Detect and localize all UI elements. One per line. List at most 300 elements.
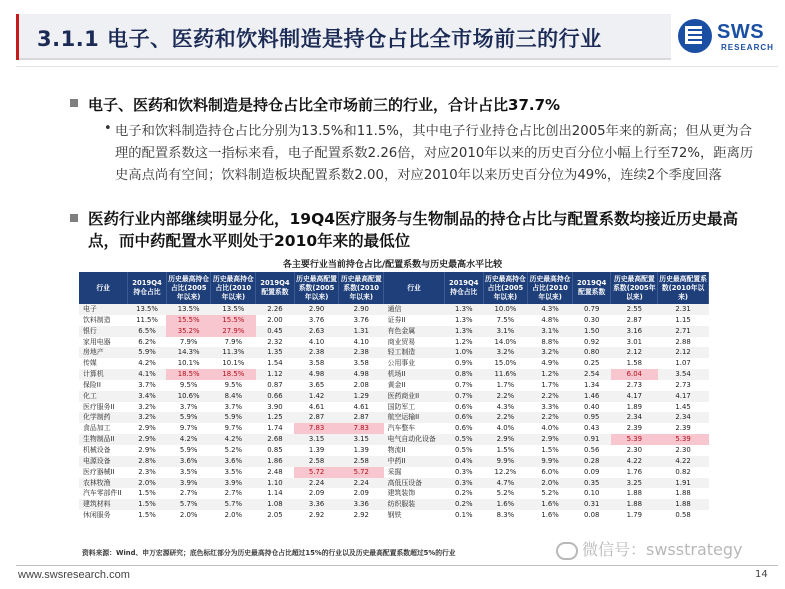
value-cell: 4.22: [611, 456, 658, 467]
industry-name-cell: 建筑材料: [79, 499, 128, 510]
table-header-cell: 历史最高配置系数(2010年以来): [658, 272, 709, 304]
value-cell: 35.2%: [166, 326, 211, 337]
table-header-cell: 历史最高持仓占比(2005年以来): [166, 272, 211, 304]
value-cell: 9.7%: [179, 424, 198, 433]
value-cell: 5.2%: [224, 445, 243, 454]
value-cell: 4.10: [353, 337, 369, 346]
value-cell: 1.86: [256, 456, 295, 467]
value-cell: 4.98: [339, 369, 384, 380]
table-row: [79, 326, 709, 337]
value-cell: 0.31: [572, 499, 611, 510]
industry-name-cell: 国防军工: [387, 402, 416, 411]
table-row: [79, 488, 709, 499]
value-cell: 5.7%: [166, 499, 211, 510]
value-cell: 3.5%: [179, 467, 198, 476]
industry-name-cell: 计算机: [79, 369, 128, 380]
value-cell: 5.9%: [166, 412, 211, 423]
value-cell: 9.5%: [179, 380, 198, 389]
value-cell: 3.9%: [211, 478, 256, 489]
value-cell: 1.88: [626, 489, 642, 498]
industry-name-cell: 保险II: [83, 380, 101, 389]
value-cell: 1.45: [675, 402, 691, 411]
value-cell: 0.91: [572, 434, 611, 445]
value-cell: 3.36: [294, 499, 339, 510]
value-cell: 9.7%: [224, 424, 243, 433]
value-cell: 2.24: [339, 478, 384, 489]
industry-name-cell: 饮料制造: [83, 315, 111, 324]
value-cell: 1.6%: [483, 499, 528, 510]
value-cell: 7.5%: [496, 315, 515, 324]
table-row: [79, 456, 709, 467]
value-cell: 2.71: [658, 326, 709, 337]
bullet-square-icon: [70, 214, 78, 222]
table-row: [79, 510, 709, 521]
value-cell: 2.12: [611, 347, 658, 358]
table-row: [79, 434, 709, 445]
value-cell: 3.6%: [166, 456, 211, 467]
value-cell: 3.90: [267, 402, 283, 411]
value-cell: 4.0%: [541, 424, 559, 433]
value-cell: 3.7%: [224, 402, 243, 411]
value-cell: 2.90: [339, 304, 384, 315]
value-cell: 2.30: [626, 445, 642, 454]
industry-name-cell: 采掘: [387, 467, 402, 476]
value-cell: 0.08: [584, 511, 600, 520]
bullet-heading-2: 医药行业内部继续明显分化，19Q4医疗服务与生物制品的持仓占比与配置系数均接近历史最高点，而中药配置水平则处于2010年来的最低位: [88, 210, 739, 250]
value-cell: 2.73: [675, 380, 691, 389]
value-cell: 4.17: [658, 391, 709, 402]
value-cell: 2.24: [294, 478, 339, 489]
value-cell: 0.6%: [455, 424, 473, 433]
value-cell: 1.88: [658, 499, 709, 510]
value-cell: 18.5%: [211, 369, 256, 380]
value-cell: 2.39: [626, 424, 642, 433]
value-cell: 1.54: [267, 359, 283, 368]
value-cell: 5.7%: [211, 499, 256, 510]
table-row: [79, 358, 709, 369]
value-cell: 3.2%: [483, 347, 528, 358]
value-cell: 2.0%: [224, 511, 243, 520]
sws-logo: [677, 18, 777, 58]
bullet-square-icon: [70, 99, 78, 107]
value-cell: 1.89: [626, 402, 642, 411]
value-cell: 2.87: [339, 412, 384, 423]
value-cell: 2.63: [294, 326, 339, 337]
industry-name-cell: 钢铁: [387, 511, 402, 520]
industry-name-cell: 汽车零部件II: [83, 489, 122, 498]
value-cell: 2.38: [339, 347, 384, 358]
value-cell: 2.0%: [128, 478, 167, 489]
value-cell: 0.43: [584, 424, 600, 433]
value-cell: 2.73: [626, 380, 642, 389]
table-row: [79, 445, 709, 456]
value-cell: 5.72: [294, 467, 339, 478]
value-cell: 3.16: [611, 326, 658, 337]
table-row: [79, 402, 709, 413]
value-cell: 9.5%: [224, 380, 243, 389]
value-cell: 0.5%: [455, 445, 473, 454]
value-cell: 2.38: [294, 347, 339, 358]
table-row: [79, 369, 709, 380]
value-cell: 3.15: [339, 434, 384, 445]
value-cell: 1.7%: [496, 380, 515, 389]
value-cell: 2.05: [267, 511, 283, 520]
value-cell: 2.9%: [128, 434, 167, 445]
value-cell: 6.04: [611, 369, 658, 380]
value-cell: 2.0%: [179, 511, 198, 520]
value-cell: 3.01: [626, 337, 642, 346]
value-cell: 8.8%: [541, 337, 559, 346]
industry-name-cell: 通信: [384, 304, 445, 315]
value-cell: 1.29: [339, 391, 384, 402]
value-cell: 0.28: [572, 456, 611, 467]
industry-name-cell: 公用事业: [387, 359, 416, 368]
value-cell: 8.3%: [496, 511, 515, 520]
value-cell: 1.12: [256, 369, 295, 380]
table-header-cell: 2019Q4配置系数: [572, 272, 611, 304]
value-cell: 2.0%: [528, 478, 573, 489]
value-cell: 0.87: [267, 380, 283, 389]
value-cell: 2.58: [294, 456, 339, 467]
value-cell: 1.34: [584, 380, 600, 389]
value-cell: 0.95: [572, 412, 611, 423]
value-cell: 5.9%: [128, 347, 167, 358]
value-cell: 3.9%: [166, 478, 211, 489]
value-cell: 3.1%: [483, 326, 528, 337]
value-cell: 1.58: [626, 359, 642, 368]
value-cell: 0.66: [256, 391, 295, 402]
value-cell: 3.7%: [179, 402, 198, 411]
value-cell: 2.9%: [483, 434, 528, 445]
value-cell: 2.55: [611, 304, 658, 315]
industry-name-cell: 机械设备: [83, 445, 111, 454]
table-row: [79, 423, 709, 434]
value-cell: 1.39: [308, 445, 325, 454]
industry-name-cell: 生物制品II: [79, 434, 128, 445]
table-row: [79, 347, 709, 358]
value-cell: 6.5%: [128, 326, 167, 337]
value-cell: 4.9%: [541, 359, 559, 368]
value-cell: 2.7%: [179, 489, 198, 498]
value-cell: 2.68: [256, 434, 295, 445]
value-cell: 7.83: [339, 423, 384, 434]
table-header-row: [79, 272, 709, 304]
industry-name-cell: 电气自动化设备: [384, 434, 445, 445]
table-header-cell: 行业: [384, 272, 445, 304]
value-cell: 0.35: [572, 478, 611, 489]
title-bar: [16, 14, 671, 60]
value-cell: 1.2%: [455, 337, 473, 346]
value-cell: 2.58: [339, 456, 384, 467]
value-cell: 2.7%: [224, 489, 243, 498]
value-cell: 0.7%: [444, 391, 483, 402]
value-cell: 0.6%: [455, 402, 473, 411]
industry-name-cell: 黄金II: [387, 380, 406, 389]
value-cell: 2.09: [308, 489, 325, 498]
value-cell: 10.1%: [222, 359, 245, 368]
value-cell: 1.88: [675, 489, 691, 498]
value-cell: 1.0%: [444, 347, 483, 358]
value-cell: 5.2%: [541, 489, 559, 498]
table-header-cell: 2019Q4持仓占比: [128, 272, 167, 304]
value-cell: 2.3%: [138, 467, 156, 476]
value-cell: 2.26: [256, 304, 295, 315]
value-cell: 2.2%: [528, 391, 573, 402]
logo-text: SWS: [717, 21, 765, 43]
value-cell: 2.31: [658, 304, 709, 315]
industry-name-cell: 化工: [79, 391, 128, 402]
value-cell: 4.8%: [541, 315, 559, 324]
value-cell: 0.1%: [455, 511, 473, 520]
value-cell: 3.54: [658, 369, 709, 380]
value-cell: 2.90: [294, 304, 339, 315]
value-cell: 1.08: [256, 499, 295, 510]
industry-name-cell: 建筑装饰: [387, 489, 416, 498]
table-row: [79, 380, 709, 391]
value-cell: 5.2%: [496, 489, 515, 498]
industry-name-cell: 高低压设备: [384, 478, 445, 489]
value-cell: 10.1%: [177, 359, 200, 368]
value-cell: 2.39: [675, 424, 691, 433]
industry-name-cell: 电子: [79, 304, 128, 315]
table-header-cell: 历史最高配置系数(2005年以来): [294, 272, 339, 304]
value-cell: 2.48: [267, 467, 283, 476]
industry-name-cell: 房地产: [79, 347, 128, 358]
value-cell: 0.5%: [444, 434, 483, 445]
value-cell: 0.45: [256, 326, 295, 337]
value-cell: 12.2%: [494, 467, 517, 476]
table-row: [79, 478, 709, 489]
industry-table: [79, 272, 709, 521]
value-cell: 2.30: [675, 445, 691, 454]
value-cell: 7.83: [294, 423, 339, 434]
table-row: [79, 304, 709, 315]
industry-name-cell: 中药II: [384, 456, 445, 467]
value-cell: 2.00: [267, 315, 283, 324]
value-cell: 1.74: [267, 424, 283, 433]
value-cell: 1.50: [572, 326, 611, 337]
value-cell: 2.54: [572, 369, 611, 380]
value-cell: 1.15: [675, 315, 691, 324]
page-title: 3.1.1 电子、医药和饮料制造是持仓占比全市场前三的行业: [37, 27, 602, 51]
value-cell: 3.15: [294, 434, 339, 445]
industry-name-cell: 农林牧渔: [79, 478, 128, 489]
value-cell: 1.35: [256, 347, 295, 358]
value-cell: 1.10: [256, 478, 295, 489]
value-cell: 1.76: [626, 467, 642, 476]
value-cell: 3.1%: [528, 326, 573, 337]
value-cell: 2.87: [294, 412, 339, 423]
value-cell: 1.07: [675, 359, 691, 368]
value-cell: 0.2%: [455, 489, 473, 498]
table-row: [79, 467, 709, 478]
value-cell: 0.92: [584, 337, 600, 346]
sws-logo-icon: [677, 18, 713, 54]
value-cell: 2.2%: [528, 412, 573, 423]
value-cell: 3.5%: [224, 467, 243, 476]
value-cell: 7.9%: [179, 337, 198, 346]
value-cell: 2.34: [611, 412, 658, 423]
value-cell: 2.2%: [483, 391, 528, 402]
value-cell: 4.2%: [166, 434, 211, 445]
value-cell: 2.12: [658, 347, 709, 358]
wechat-icon: [556, 542, 578, 560]
value-cell: 2.34: [658, 412, 709, 423]
value-cell: 2.9%: [138, 445, 156, 454]
value-cell: 4.17: [611, 391, 658, 402]
industry-name-cell: 有色金属: [384, 326, 445, 337]
industry-name-cell: 医药商业II: [384, 391, 445, 402]
table-header-cell: 历史最高持仓占比(2010年以来): [211, 272, 256, 304]
value-cell: 2.09: [353, 489, 369, 498]
industry-name-cell: 医疗服务II: [83, 402, 115, 411]
value-cell: 1.25: [256, 412, 295, 423]
value-cell: 1.3%: [444, 326, 483, 337]
industry-name-cell: 汽车整车: [387, 424, 416, 433]
value-cell: 11.5%: [136, 315, 158, 324]
value-cell: 6.0%: [541, 467, 559, 476]
sub-bullet-dot: •: [104, 121, 112, 136]
table-header-cell: 历史最高持仓占比(2005年以来): [483, 272, 528, 304]
value-cell: 3.2%: [128, 412, 167, 423]
value-cell: 1.5%: [138, 489, 156, 498]
value-cell: 0.82: [675, 467, 691, 476]
industry-name-cell: 机场II: [384, 369, 445, 380]
value-cell: 15.5%: [166, 315, 211, 326]
value-cell: 5.39: [611, 434, 658, 445]
value-cell: 1.79: [626, 511, 642, 520]
value-cell: 13.5%: [128, 304, 167, 315]
value-cell: 1.31: [339, 326, 384, 337]
watermark: 微信号：swsstrategy: [556, 537, 743, 560]
value-cell: 9.9%: [528, 456, 573, 467]
value-cell: 1.5%: [128, 499, 167, 510]
value-cell: 1.5%: [496, 445, 515, 454]
value-cell: 4.3%: [496, 402, 515, 411]
value-cell: 0.79: [572, 304, 611, 315]
value-cell: 0.80: [572, 347, 611, 358]
industry-name-cell: 航空运输II: [384, 412, 445, 423]
value-cell: 3.4%: [128, 391, 167, 402]
table-header-cell: 行业: [79, 272, 128, 304]
value-cell: 10.0%: [483, 304, 528, 315]
table-row: [79, 391, 709, 402]
value-cell: 15.5%: [211, 315, 256, 326]
industry-name-cell: 化学制药: [79, 412, 128, 423]
value-cell: 0.6%: [444, 412, 483, 423]
value-cell: 8.4%: [211, 391, 256, 402]
value-cell: 3.2%: [138, 402, 156, 411]
value-cell: 0.30: [584, 315, 600, 324]
industry-name-cell: 电源设备: [79, 456, 128, 467]
value-cell: 3.2%: [528, 347, 573, 358]
bullet-heading-1: 电子、医药和饮料制造是持仓占比全市场前三的行业，合计占比37.7%: [88, 96, 561, 114]
value-cell: 11.6%: [483, 369, 528, 380]
value-cell: 4.1%: [128, 369, 167, 380]
value-cell: 1.46: [572, 391, 611, 402]
value-cell: 0.3%: [455, 467, 473, 476]
table-header-cell: 2019Q4持仓占比: [444, 272, 483, 304]
value-cell: 0.25: [584, 359, 600, 368]
value-cell: 4.0%: [496, 424, 515, 433]
value-cell: 18.5%: [166, 369, 211, 380]
table-caption: 各主要行业当前持仓占比/配置系数与历史最高水平比较: [282, 260, 503, 270]
value-cell: 2.88: [675, 337, 691, 346]
value-cell: 3.25: [611, 478, 658, 489]
value-cell: 2.9%: [528, 434, 573, 445]
table-row: [79, 412, 709, 423]
industry-name-cell: 食品加工: [83, 424, 111, 433]
value-cell: 0.4%: [444, 456, 483, 467]
industry-name-cell: 医疗器械II: [83, 467, 115, 476]
value-cell: 11.3%: [211, 347, 256, 358]
value-cell: 3.76: [353, 315, 369, 324]
logo-subtext: RESEARCH: [721, 43, 774, 52]
value-cell: 5.72: [339, 467, 384, 478]
value-cell: 0.3%: [444, 478, 483, 489]
value-cell: 1.39: [353, 445, 369, 454]
value-cell: 3.7%: [138, 380, 156, 389]
value-cell: 1.6%: [541, 511, 559, 520]
value-cell: 2.2%: [483, 412, 528, 423]
value-cell: 2.32: [267, 337, 283, 346]
table-header-cell: 历史最高配置系数(2005年以来): [611, 272, 658, 304]
value-cell: 4.7%: [483, 478, 528, 489]
value-cell: 6.2%: [138, 337, 156, 346]
value-cell: 1.2%: [528, 369, 573, 380]
value-cell: 15.0%: [494, 359, 517, 368]
value-cell: 0.58: [675, 511, 691, 520]
value-cell: 9.9%: [483, 456, 528, 467]
industry-name-cell: 商业贸易: [387, 337, 416, 346]
industry-name-cell: 银行: [79, 326, 128, 337]
table-row: [79, 499, 709, 510]
source-note: 资料来源：Wind、申万宏源研究；底色标红部分为历史最高持仓占比超过15%的行业以及历史最高配置系数超过5%的行业: [82, 549, 456, 557]
value-cell: 1.6%: [528, 499, 573, 510]
table-header-cell: 历史最高持仓占比(2010年以来): [528, 272, 573, 304]
value-cell: 4.61: [353, 402, 369, 411]
industry-name-cell: 物流II: [387, 445, 406, 454]
value-cell: 4.61: [308, 402, 325, 411]
footer-url[interactable]: www.swsresearch.com: [18, 569, 130, 581]
industry-name-cell: 轻工制造: [384, 347, 445, 358]
value-cell: 0.9%: [455, 359, 473, 368]
industry-name-cell: 休闲服务: [83, 511, 111, 520]
value-cell: 0.2%: [444, 499, 483, 510]
value-cell: 0.56: [584, 445, 600, 454]
value-cell: 2.92: [308, 511, 325, 520]
value-cell: 1.3%: [444, 304, 483, 315]
value-cell: 2.87: [626, 315, 642, 324]
value-cell: 0.09: [584, 467, 600, 476]
table-header-cell: 历史最高配置系数(2010年以来): [339, 272, 384, 304]
value-cell: 2.9%: [138, 424, 156, 433]
industry-name-cell: 证券II: [387, 315, 406, 324]
value-cell: 4.10: [308, 337, 325, 346]
value-cell: 4.22: [658, 456, 709, 467]
industry-name-cell: 纺织服装: [384, 499, 445, 510]
value-cell: 3.65: [308, 380, 325, 389]
value-cell: 5.9%: [179, 445, 198, 454]
value-cell: 1.91: [658, 478, 709, 489]
value-cell: 3.58: [308, 359, 325, 368]
industry-name-cell: 传媒: [83, 359, 97, 368]
value-cell: 1.88: [611, 499, 658, 510]
value-cell: 5.9%: [211, 412, 256, 423]
value-cell: 0.85: [267, 445, 283, 454]
value-cell: 7.9%: [224, 337, 243, 346]
value-cell: 0.8%: [444, 369, 483, 380]
